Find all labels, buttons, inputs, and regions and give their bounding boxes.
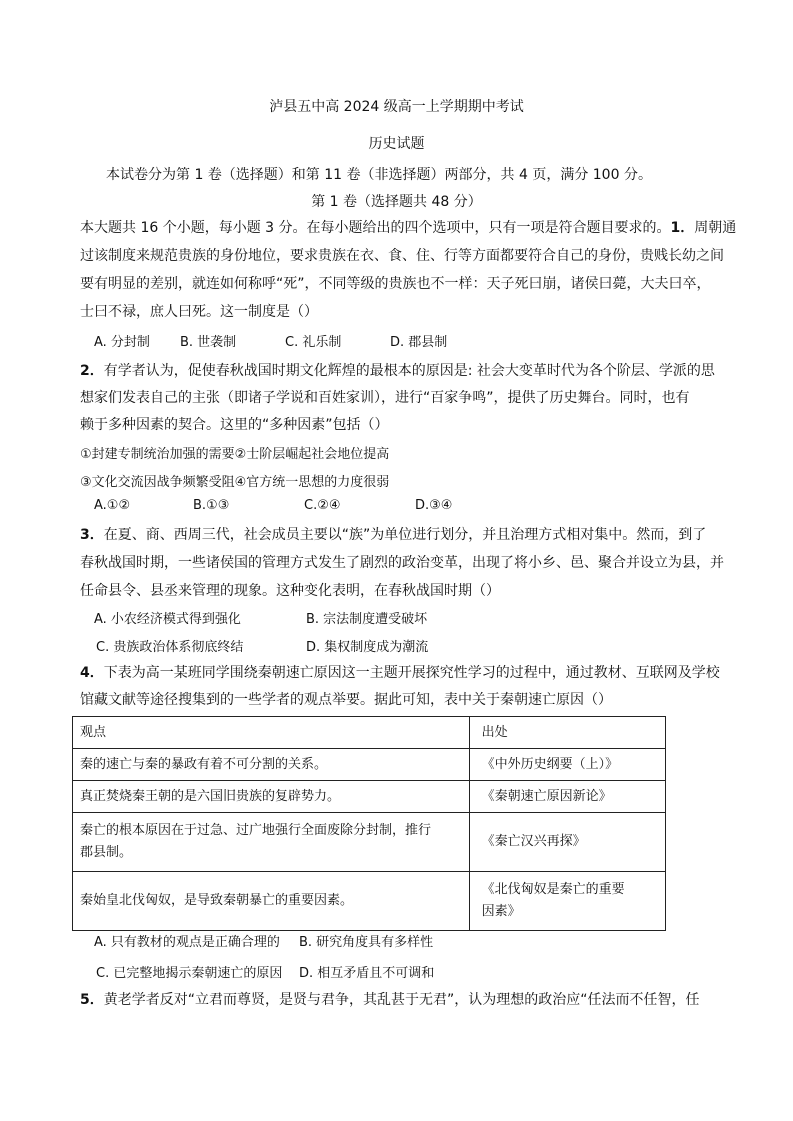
question-3-first-line xyxy=(80,524,706,544)
question-text: 周朝通 xyxy=(694,220,737,236)
question-text: 过该制度来规范贵族的身份地位，要求贵族在衣、食、住、行等方面都要符合自己的身份，贵贱长幼之间 xyxy=(80,248,724,264)
option-d[interactable]: D. 相互矛盾且不可调和 xyxy=(299,966,435,981)
table-cell-view: 秦的速亡与秦的暴政有着不可分割的关系。 xyxy=(73,749,470,781)
option-c[interactable]: C. 礼乐制 xyxy=(285,335,342,350)
table-cell-source xyxy=(469,872,665,931)
option-b[interactable]: B. 研究角度具有多样性 xyxy=(299,935,434,950)
question-number: 4． xyxy=(80,665,104,681)
instructions: 本大题共 16 个小题，每小题 3 分。在每小题给出的四个选项中，只有一项是符合题目要求的。 xyxy=(80,220,671,236)
option-b[interactable]: B. 世袭制 xyxy=(180,335,237,350)
option-d[interactable]: D. 集权制度成为潮流 xyxy=(306,640,429,655)
question-text: 下表为高一某班同学围绕秦朝速亡原因这一主题开展探究性学习的过程中，通过教材、互联网及学校 xyxy=(103,665,720,681)
question-text: 在夏、商、西周三代，社会成员主要以“族”为单位进行划分，并且治理方式相对集中。然而，到了 xyxy=(103,527,707,543)
table-header-source: 出处 xyxy=(469,717,665,749)
option-b[interactable]: B.①③ xyxy=(193,498,230,513)
statement-item: ①封建专制统治加强的需要②士阶层崛起社会地位提高 xyxy=(80,447,390,462)
option-d[interactable]: D.③④ xyxy=(415,498,453,513)
question-text: 赖于多种因素的契合。这里的“多种因素”包括（） xyxy=(80,417,389,433)
question-number: 2． xyxy=(80,363,104,379)
question-number: 5． xyxy=(80,992,104,1008)
question-1-first-line xyxy=(80,217,736,237)
question-2-first-line xyxy=(80,360,715,380)
question-text: 士曰不禄，庶人曰死。这一制度是（） xyxy=(80,304,318,320)
option-a[interactable]: A. 分封制 xyxy=(94,335,150,350)
section-title: 第 1 卷（选择题共 48 分） xyxy=(311,194,482,210)
question-text: 春秋战国时期，一些诸侯国的管理方式发生了剧烈的政治变革，出现了将小乡、邑、聚合并设立为县，并 xyxy=(80,555,724,571)
table-cell-line: 秦亡的根本原因在于过急、过广地强行全面废除分封制，推行 xyxy=(80,823,432,838)
table-cell-line: 因素》 xyxy=(481,904,521,919)
table-cell-source: 《秦朝速亡原因新论》 xyxy=(469,781,665,813)
question-4-first-line xyxy=(80,662,720,682)
statement-item: ③文化交流因战争频繁受阻④官方统一思想的力度很弱 xyxy=(80,475,390,490)
table-cell-view xyxy=(73,813,470,872)
table-cell-view: 秦始皇北伐匈奴，是导致秦朝暴亡的重要因素。 xyxy=(73,872,470,931)
option-a[interactable]: A.①② xyxy=(94,498,131,513)
option-b[interactable]: B. 宗法制度遭受破坏 xyxy=(306,612,428,627)
table-header-view: 观点 xyxy=(73,717,470,749)
option-d[interactable]: D. 郡县制 xyxy=(390,335,448,350)
question-text: 想家们发表自己的主张（即诸子学说和百姓家训），进行“百家争鸣”，提供了历史舞台。同时，也有 xyxy=(80,390,690,406)
table-row xyxy=(73,813,666,872)
question-text: 黄老学者反对“立君而尊贤，是贤与君争，其乱甚于无君”，认为理想的政治应“任法而不任智，任 xyxy=(103,992,700,1008)
question-number: 1． xyxy=(670,220,695,236)
option-c[interactable]: C.②④ xyxy=(304,498,341,513)
question-number: 3． xyxy=(80,527,104,543)
question-5-first-line xyxy=(80,989,700,1009)
question-text: 任命县令、县丞来管理的现象。这种变化表明，在春秋战国时期（） xyxy=(80,583,500,599)
table-row xyxy=(73,749,666,781)
subject-title: 历史试题 xyxy=(368,136,425,152)
option-a[interactable]: A. 小农经济模式得到强化 xyxy=(94,612,241,627)
table-cell-source: 《秦亡汉兴再探》 xyxy=(469,813,665,872)
table-cell-source: 《中外历史纲要（上）》 xyxy=(469,749,665,781)
table-cell-line: 《北伐匈奴是秦亡的重要 xyxy=(481,882,625,897)
exam-title: 泸县五中高 2024 级高一上学期期中考试 xyxy=(269,99,524,115)
table-cell-view: 真正焚烧秦王朝的是六国旧贵族的复辟势力。 xyxy=(73,781,470,813)
option-a[interactable]: A. 只有教材的观点是正确合理的 xyxy=(94,935,280,950)
question-text: 馆藏文献等途径搜集到的一些学者的观点举要。据此可知，表中关于秦朝速亡原因（） xyxy=(80,692,612,708)
question-text: 有学者认为，促使春秋战国时期文化辉煌的最根本的原因是: 社会大变革时代为各个阶层、学派的思 xyxy=(103,363,715,379)
table-row xyxy=(73,872,666,931)
table-cell-line: 郡县制。 xyxy=(80,845,133,860)
exam-intro: 本试卷分为第 1 卷（选择题）和第 11 卷（非选择题）两部分，共 4 页，满分 100 分。 xyxy=(106,167,652,183)
table-header-row xyxy=(73,717,666,749)
question-text: 要有明显的差别，就连如何称呼“死”，不同等级的贵族也不一样：天子死曰崩，诸侯曰薨，大夫曰卒， xyxy=(80,276,711,292)
option-c[interactable]: C. 已完整地揭示秦朝速亡的原因 xyxy=(96,966,283,981)
table-row xyxy=(73,781,666,813)
sources-table xyxy=(72,716,666,931)
option-c[interactable]: C. 贵族政治体系彻底终结 xyxy=(96,640,244,655)
